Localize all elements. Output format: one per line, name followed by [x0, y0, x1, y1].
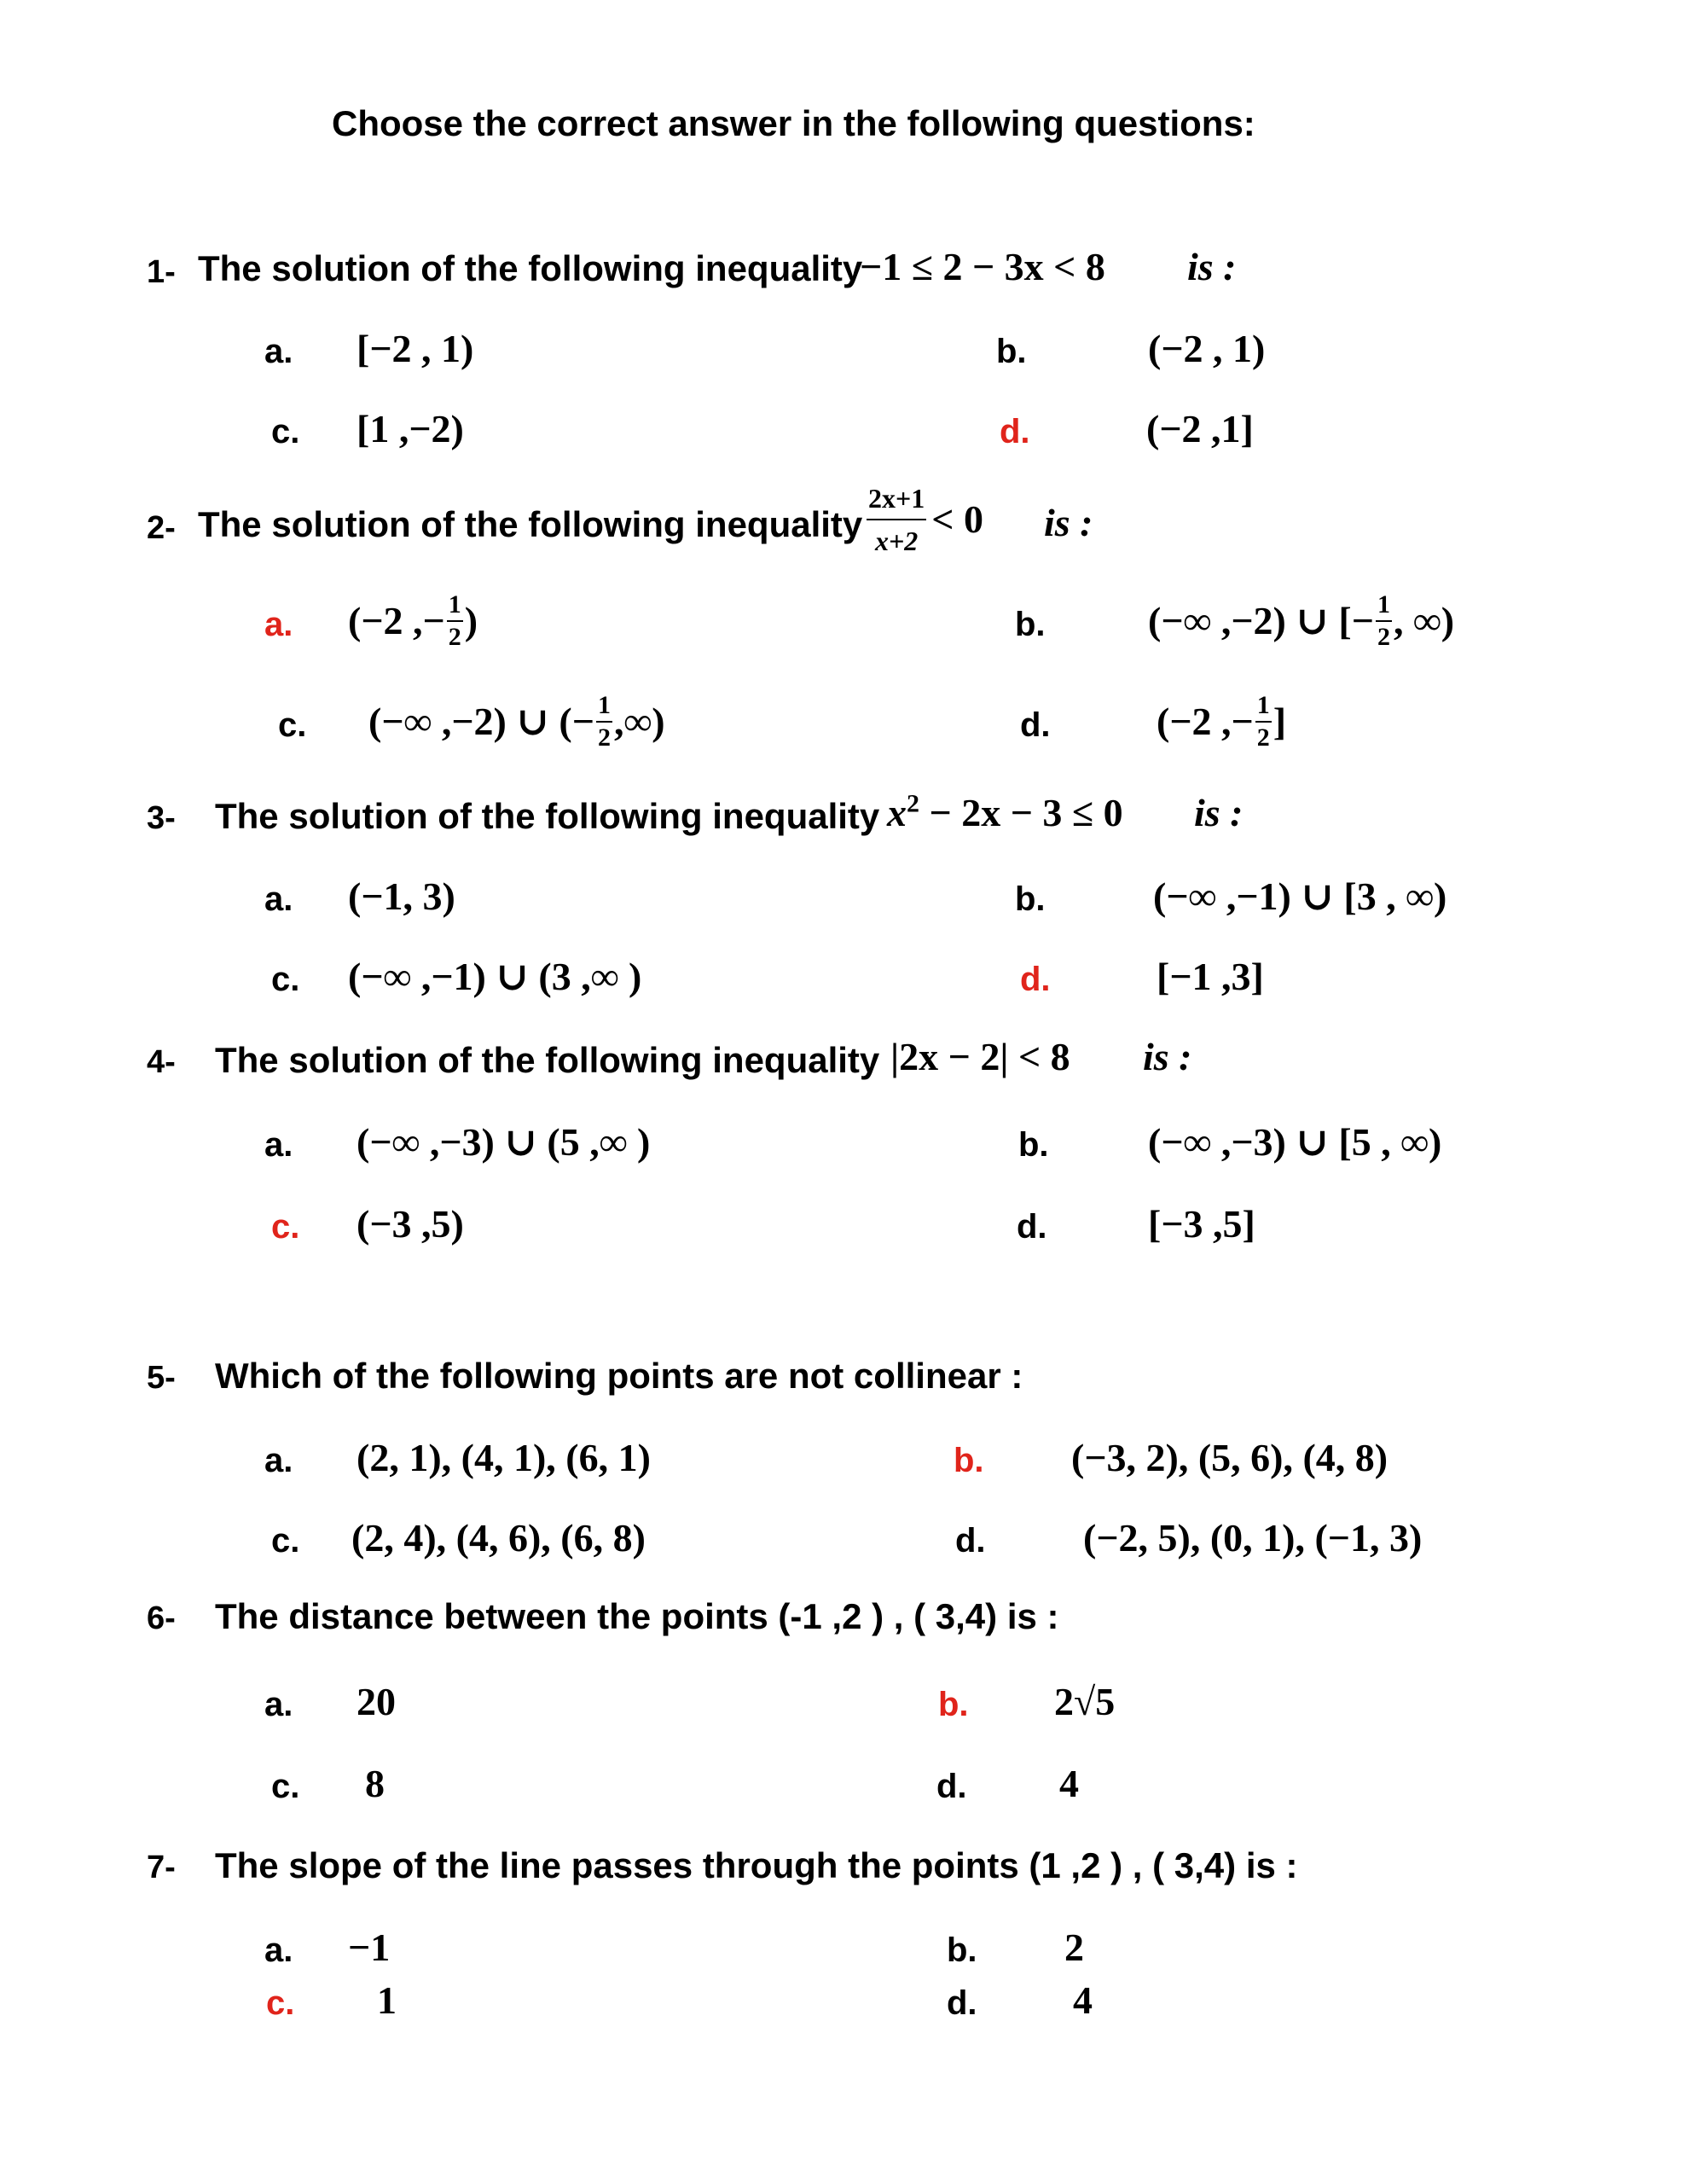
question-number: 4- — [147, 1044, 176, 1080]
option-b[interactable]: (−∞ ,−3) ∪ [5 , ∞) — [1148, 1120, 1442, 1164]
option-d-letter[interactable]: d. — [947, 1984, 977, 2022]
option-d-letter-correct[interactable]: d. — [1000, 413, 1030, 450]
option-c-letter[interactable]: c. — [271, 413, 300, 450]
fraction-numerator: 2x+1 — [868, 483, 925, 514]
option-b[interactable]: (−∞ ,−2) ∪ [− $\frac{1}{2}$ , ∞) — [1148, 590, 1455, 651]
option-b[interactable]: (−3, 2), (5, 6), (4, 8) — [1071, 1436, 1388, 1479]
question-text: The solution of the following inequality — [215, 796, 880, 836]
option-a-letter[interactable]: a. — [264, 1442, 293, 1479]
question-text: The distance between the points (-1 ,2 ) , ( 3,4) is : — [215, 1596, 1059, 1636]
option-c-letter[interactable]: c. — [271, 961, 300, 998]
is-label: is : — [1187, 245, 1237, 288]
question-expression: |2x − 2| < 8 — [890, 1035, 1070, 1078]
option-c[interactable]: 8 — [365, 1762, 385, 1805]
option-d-letter-correct[interactable]: d. — [1020, 961, 1051, 998]
option-b[interactable]: 2√5 — [1054, 1680, 1116, 1723]
question-number: 3- — [147, 800, 176, 836]
option-b-letter-correct[interactable]: b. — [954, 1442, 984, 1479]
option-d-letter[interactable]: d. — [1020, 706, 1051, 744]
option-a[interactable]: −1 — [348, 1926, 391, 1969]
option-a[interactable]: (−2 ,− $\frac{1}{2}$ ) — [348, 590, 478, 651]
option-b-letter[interactable]: b. — [1015, 606, 1046, 643]
option-d[interactable]: 4 — [1073, 1978, 1093, 2022]
option-d-letter[interactable]: d. — [936, 1768, 967, 1805]
option-c-letter[interactable]: c. — [271, 1522, 300, 1560]
option-a[interactable]: (−∞ ,−3) ∪ (5 ,∞ ) — [357, 1120, 651, 1164]
option-c[interactable]: [1 ,−2) — [357, 407, 464, 450]
option-d[interactable]: (−2 ,− $\frac{1}{2}$ ] — [1157, 691, 1287, 752]
question-number: 5- — [147, 1360, 176, 1396]
option-b-letter[interactable]: b. — [1015, 880, 1046, 918]
question-number: 6- — [147, 1600, 176, 1636]
option-b[interactable]: (−∞ ,−1) ∪ [3 , ∞) — [1153, 874, 1447, 918]
question-text: The slope of the line passes through the points (1 ,2 ) , ( 3,4) is : — [215, 1845, 1298, 1885]
option-d-letter[interactable]: d. — [1017, 1208, 1047, 1246]
option-b-letter[interactable]: b. — [1018, 1126, 1049, 1164]
option-c-letter-correct[interactable]: c. — [266, 1984, 295, 2022]
question-expression — [865, 485, 983, 555]
option-b-letter-correct[interactable]: b. — [938, 1686, 969, 1723]
option-c[interactable]: 1 — [377, 1978, 397, 2022]
page-title: Choose the correct answer in the following questions: — [332, 103, 1255, 143]
question-expression: −1 ≤ 2 − 3x < 8 — [860, 245, 1105, 288]
fraction-denominator: x+2 — [875, 526, 919, 556]
option-d[interactable]: [−3 ,5] — [1148, 1202, 1255, 1246]
option-c[interactable]: (−∞ ,−2) ∪ (− $\frac{1}{2}$ ,∞) — [368, 691, 665, 752]
option-a[interactable]: (2, 1), (4, 1), (6, 1) — [357, 1436, 651, 1479]
question-text: The solution of the following inequality — [198, 248, 863, 288]
option-a-letter[interactable]: a. — [264, 1686, 293, 1723]
question-text: Which of the following points are not collinear : — [215, 1356, 1023, 1396]
option-d-letter[interactable]: d. — [955, 1522, 986, 1560]
option-c[interactable]: (−∞ ,−1) ∪ (3 ,∞ ) — [348, 955, 642, 998]
option-a[interactable]: (−1, 3) — [348, 874, 455, 918]
option-a-letter[interactable]: a. — [264, 1931, 293, 1969]
option-c-letter-correct[interactable]: c. — [271, 1208, 300, 1246]
option-b[interactable]: (−2 , 1) — [1148, 327, 1266, 370]
option-a[interactable]: [−2 , 1) — [357, 327, 474, 370]
question-text: The solution of the following inequality — [215, 1040, 880, 1080]
option-a-letter[interactable]: a. — [264, 880, 293, 918]
option-a[interactable]: 20 — [357, 1680, 396, 1723]
option-b[interactable]: 2 — [1064, 1926, 1084, 1969]
option-b-letter[interactable]: b. — [947, 1931, 977, 1969]
question-expression: $x^2 - 2x - 3 \le 0$ — [887, 789, 1123, 834]
option-c-letter[interactable]: c. — [278, 706, 307, 744]
option-a-letter-correct[interactable]: a. — [264, 606, 293, 643]
is-label: is : — [1194, 791, 1244, 834]
option-c[interactable]: (2, 4), (4, 6), (6, 8) — [351, 1516, 646, 1560]
option-d[interactable]: (−2, 5), (0, 1), (−1, 3) — [1083, 1516, 1423, 1560]
question-number: 1- — [147, 254, 176, 290]
option-c[interactable]: (−3 ,5) — [357, 1202, 464, 1246]
is-label: is : — [1044, 501, 1093, 544]
option-d[interactable]: [−1 ,3] — [1157, 955, 1264, 998]
option-d[interactable]: 4 — [1059, 1762, 1079, 1805]
option-a-letter[interactable]: a. — [264, 1126, 293, 1164]
option-a-letter[interactable]: a. — [264, 333, 293, 370]
expression-rest: < 0 — [931, 497, 983, 541]
option-d[interactable]: (−2 ,1] — [1146, 407, 1254, 450]
question-number: 2- — [147, 510, 176, 546]
is-label: is : — [1143, 1035, 1192, 1078]
option-b-letter[interactable]: b. — [996, 333, 1027, 370]
option-c-letter[interactable]: c. — [271, 1768, 300, 1805]
question-number: 7- — [147, 1850, 176, 1885]
question-text: The solution of the following inequality — [198, 504, 863, 544]
